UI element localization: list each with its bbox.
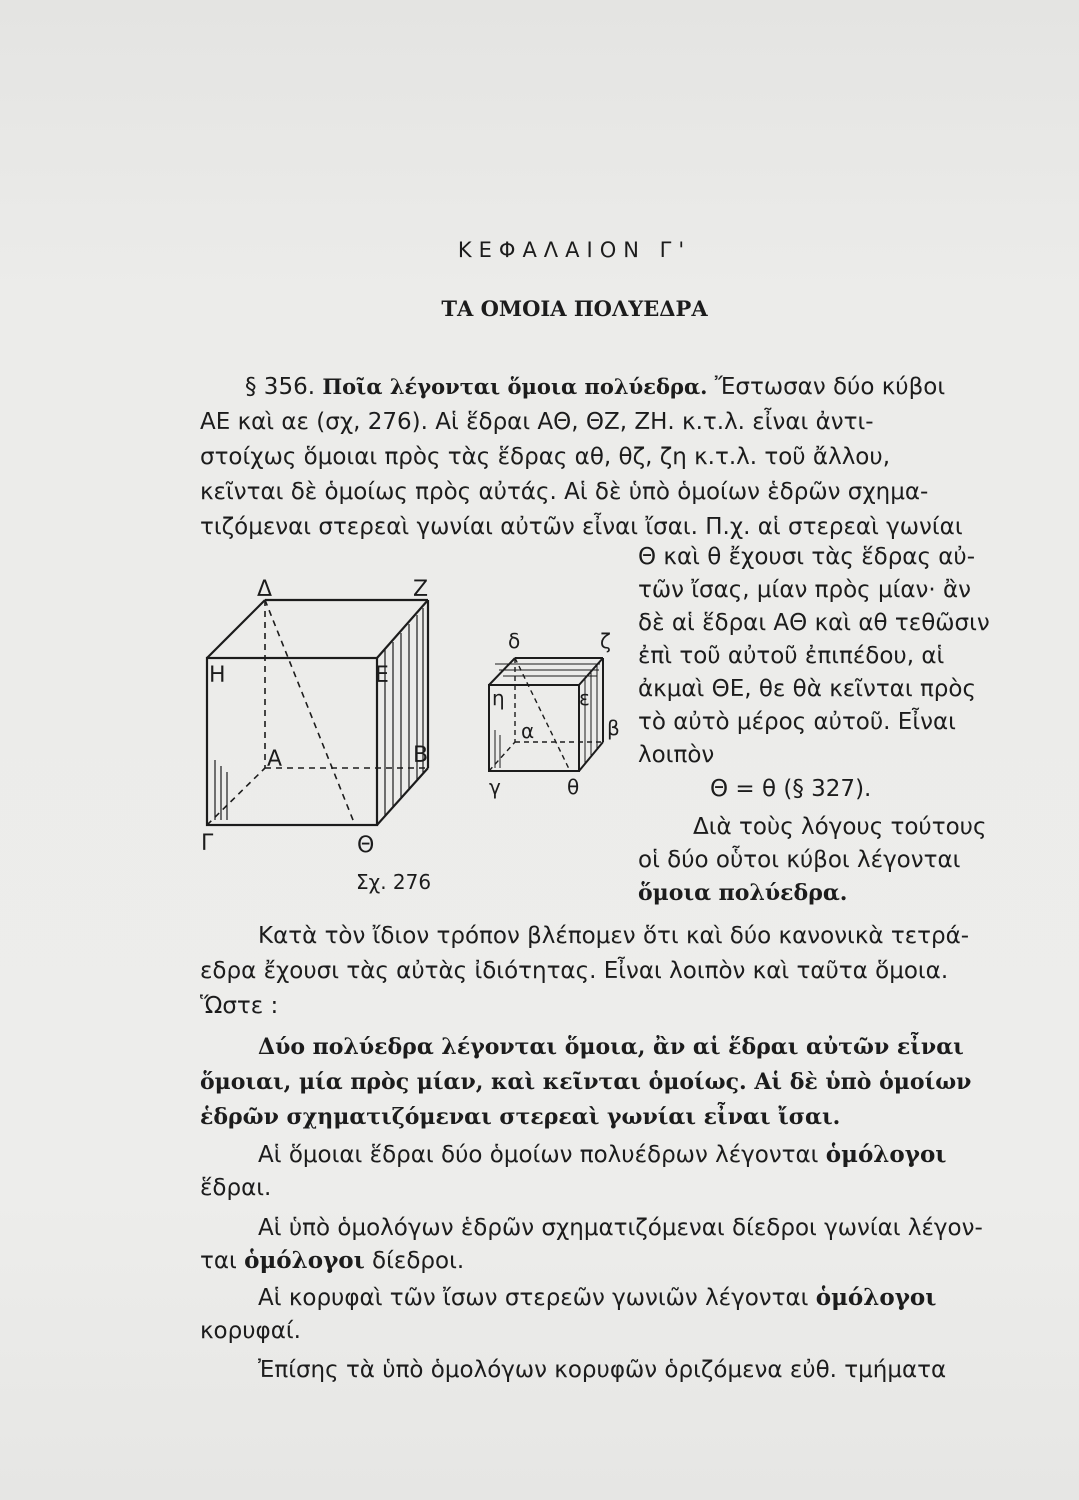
- definition-line-3: ἑδρῶν σχηματιζόμεναι στερεαὶ γωνίαι εἶναι ἴσαι.: [200, 1104, 841, 1130]
- label-big-B: Β: [413, 743, 429, 768]
- body-p2-line-2: ἕδραι.: [200, 1175, 272, 1201]
- label-big-E: Ε: [375, 663, 389, 688]
- body-p1-line-3: Ὥστε :: [200, 993, 279, 1019]
- side-line-5: ἀκμαὶ ΘΕ, θε θὰ κεῖνται πρὸς: [638, 676, 976, 702]
- label-big-A: Α: [267, 747, 283, 772]
- body-p4-line-2: κορυφαί.: [200, 1318, 301, 1344]
- section-line-4: κεῖνται δὲ ὁμοίως πρὸς αὐτάς. Αἱ δὲ ὑπὸ ὁμοίων ἑδρῶν σχημα-: [200, 479, 929, 505]
- label-small-th: θ: [567, 775, 580, 799]
- side-line-7: λοιπὸν: [638, 742, 715, 768]
- section-line-1-rest: Ἔστωσαν δύο κύβοι: [714, 374, 946, 400]
- chapter-heading: ΚΕΦΑΛΑΙΟΝ Γ': [457, 238, 692, 262]
- small-cube: [489, 658, 603, 771]
- body-p3-term: ὁμόλογοι: [244, 1247, 365, 1274]
- side-line-6: τὸ αὐτὸ μέρος αὐτοῦ. Εἶναι: [638, 709, 956, 735]
- big-cube: [207, 600, 428, 825]
- definition-line-1: Δύο πολύεδρα λέγονται ὅμοια, ἂν αἱ ἕδραι αὐτῶν εἶναι: [258, 1034, 964, 1060]
- body-p3-end: δίεδροι.: [364, 1248, 465, 1274]
- label-big-G: Γ: [201, 831, 214, 856]
- body-p3-text: ται: [200, 1248, 245, 1274]
- body-p5-line-1: Ἐπίσης τὰ ὑπὸ ὁμολόγων κορυφῶν ὁριζόμενα εὐθ. τμήματα: [258, 1357, 947, 1383]
- section-line-5: τιζόμεναι στερεαὶ γωνίαι αὐτῶν εἶναι ἴσαι. Π.χ. αἱ στερεαὶ γωνίαι: [200, 514, 963, 540]
- label-small-g: γ: [489, 775, 501, 799]
- formula: Θ = θ (§ 327).: [710, 776, 872, 802]
- body-p3-line-1: Αἱ ὑπὸ ὁμολόγων ἑδρῶν σχηματιζόμεναι δίεδροι γωνίαι λέγον-: [258, 1215, 983, 1241]
- section-line-2: ΑΕ καὶ αε (σχ, 276). Αἱ ἕδραι ΑΘ, ΘΖ, ΖΗ. κ.τ.λ. εἶναι ἀντι-: [200, 409, 874, 435]
- section-number: § 356.: [245, 374, 316, 400]
- side-line-3: δὲ αἱ ἕδραι ΑΘ καὶ αθ τεθῶσιν: [638, 610, 990, 636]
- side-line-1: Θ καὶ θ ἔχουσι τὰς ἕδρας αὐ-: [638, 544, 976, 570]
- label-small-e: ε: [579, 686, 590, 710]
- body-p1-line-1: Κατὰ τὸν ἴδιον τρόπον βλέπομεν ὅτι καὶ δύο κανονικὰ τετρά-: [258, 923, 970, 949]
- body-p2-term: ὁμόλογοι: [825, 1141, 947, 1168]
- label-small-z: ζ: [600, 629, 611, 653]
- section-line-3: στοίχως ὅμοιαι πρὸς τὰς ἕδρας αθ, θζ, ζη κ.τ.λ. τοῦ ἄλλου,: [200, 444, 890, 470]
- label-big-Z: Ζ: [413, 577, 429, 602]
- body-p4-term: ὁμόλογοι: [815, 1284, 937, 1311]
- figure-caption: Σχ. 276: [356, 870, 432, 894]
- side-line-9: οἱ δύο οὗτοι κύβοι λέγονται: [638, 847, 961, 873]
- side-line-4: ἐπὶ τοῦ αὐτοῦ ἐπιπέδου, αἱ: [638, 643, 945, 669]
- label-big-TH: Θ: [357, 833, 375, 858]
- label-small-a: α: [521, 719, 535, 743]
- side-line-8: Διὰ τοὺς λόγους τούτους: [693, 814, 987, 840]
- section-line-1: [200, 372, 1030, 402]
- side-line-10: ὅμοια πολύεδρα.: [638, 880, 848, 906]
- section-heading: Ποῖα λέγονται ὅμοια πολύεδρα.: [322, 374, 708, 399]
- body-p2-line-1: [258, 1140, 1038, 1170]
- label-small-h: η: [492, 686, 505, 710]
- body-p1-line-2: εδρα ἔχουσι τὰς αὐτὰς ἰδιότητας. Εἶναι λοιπὸν καὶ ταῦτα ὅμοια.: [200, 958, 949, 984]
- body-p2-text: Αἱ ὅμοιαι ἕδραι δύο ὁμοίων πολυέδρων λέγονται: [258, 1142, 826, 1168]
- label-small-d: δ: [508, 629, 521, 653]
- chapter-title: ΤΑ ΟΜΟΙΑ ΠΟΛΥΕΔΡΑ: [441, 296, 708, 321]
- body-p4-text: Αἱ κορυφαὶ τῶν ἴσων στερεῶν γωνιῶν λέγονται: [258, 1285, 816, 1311]
- label-big-D: Δ: [257, 577, 273, 602]
- cubes-figure: [195, 570, 635, 900]
- side-line-2: τῶν ἴσας, μίαν πρὸς μίαν· ἂν: [638, 577, 972, 603]
- label-big-H: Η: [209, 663, 226, 688]
- body-p3-line-2: [200, 1246, 1030, 1276]
- definition-line-2: ὅμοιαι, μία πρὸς μίαν, καὶ κεῖνται ὁμοίως. Αἱ δὲ ὑπὸ ὁμοίων: [200, 1069, 972, 1095]
- label-small-b: β: [607, 716, 620, 740]
- body-p4-line-1: [258, 1283, 1038, 1313]
